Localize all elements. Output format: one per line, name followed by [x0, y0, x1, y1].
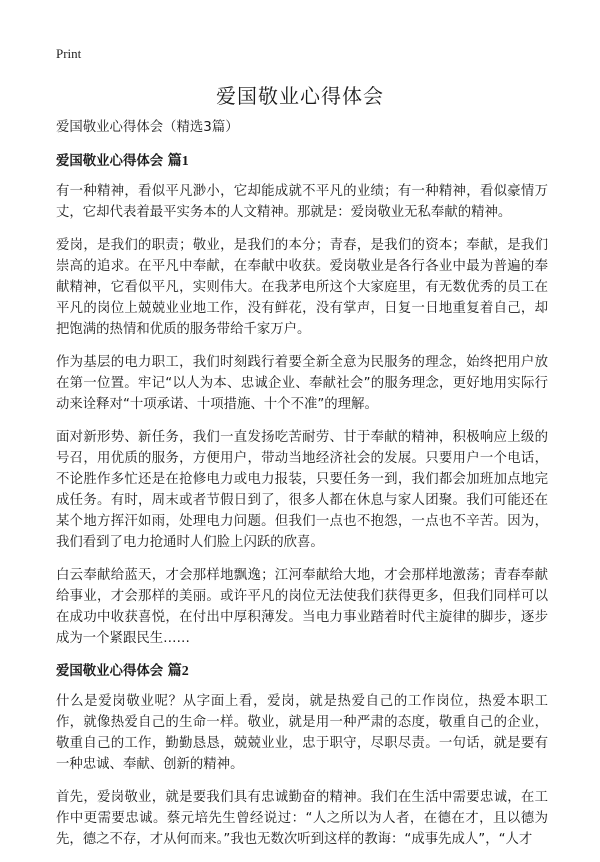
- paragraph: 白云奉献给蓝天，才会那样地飘逸；江河奉献给大地，才会那样地激荡；青春奉献给事业，才会那样的美丽。或许平凡的岗位无法使我们获得更多，但我们同样可以在成功中收获喜悦，在付出中厚积薄发。当电力事业踏着时代主旋律的脚步，逐步成为一个紧跟民生……: [56, 568, 548, 646]
- paragraph: 首先，爱岗敬业，就是要我们具有忠诚勤奋的精神。我们在生活中需要忠诚，在工作中更需要忠诚。蔡元培先生曾经说过：“人之所以为人者，在德在才，且以德为先，德之不存，才从何而来。”我也无数次听到这样的教诲：“成事先成人”，“人才: [56, 790, 548, 847]
- section-heading-number: 篇1: [167, 154, 189, 169]
- document-body: [56, 117, 548, 862]
- paragraph: 有一种精神，看似平凡渺小，它却能成就不平凡的业绩；有一种精神，看似豪情万丈，它却代表着最平实务本的人文精神。那就是：爱岗敬业无私奉献的精神。: [56, 184, 548, 220]
- section-2: [56, 661, 548, 850]
- paragraph: 面对新形势、新任务，我们一直发扬吃苦耐劳、甘于奉献的精神，积极响应上级的号召，用优质的服务，方便用户，带动当地经济社会的发展。只要用户一个电话，不论胜作多忙还是在抢修电力或电力报装，只要任务一到，我们都会加班加点地完成任务。有时，周末或者节假日到了，很多人都在休息与家人团聚。我们可能还在某个地方挥汗如雨，处理电力问题。但我们一点也不抱怨，一点也不辛苦。因为，我们看到了电力抢通时人们脸上闪跃的欣喜。: [56, 430, 548, 550]
- document-title: 爱国敬业心得体会: [216, 84, 384, 108]
- section-heading-number: 篇2: [167, 664, 189, 679]
- section-heading: [56, 661, 548, 682]
- print-link[interactable]: Print: [56, 46, 82, 61]
- section-heading: [56, 151, 548, 172]
- document-subtitle: 爱国敬业心得体会（精选3篇）: [56, 120, 239, 135]
- paragraph: 什么是爱岗敬业呢？从字面上看，爱岗，就是热爱自己的工作岗位，热爱本职工作，就像热爱自己的生命一样。敬业，就是用一种严肃的态度，敬重自己的企业，敬重自己的工作，勤勤恳恳，兢兢业业，忠于职守，尽职尽责。一句话，就是要有一种忠诚、奉献、创新的精神。: [56, 694, 548, 772]
- section-heading-text: 爱国敬业心得体会: [56, 664, 164, 679]
- paragraph: 作为基层的电力职工，我们时刻践行着要全新全意为民服务的理念，始终把用户放在第一位置。牢记“以人为本、忠诚企业、奉献社会”的服务理念，更好地用实际行动来诠释对“十项承诺、十项措施、十个不准”的理解。: [56, 355, 548, 412]
- section-1: [56, 151, 548, 649]
- paragraph: 爱岗，是我们的职责；敬业，是我们的本分；青春，是我们的资本；奉献，是我们崇高的追求。在平凡中奉献，在奉献中收获。爱岗敬业是各行各业中最为普遍的奉献精神，它看似平凡，实则伟大。在我茅电所这个大家庭里，有无数优秀的员工在平凡的岗位上兢兢业业地工作，没有鲜花，没有掌声，日复一日地重复着自己，却把饱满的热情和优质的服务带给千家万户。: [56, 238, 548, 337]
- section-heading-text: 爱国敬业心得体会: [56, 154, 164, 169]
